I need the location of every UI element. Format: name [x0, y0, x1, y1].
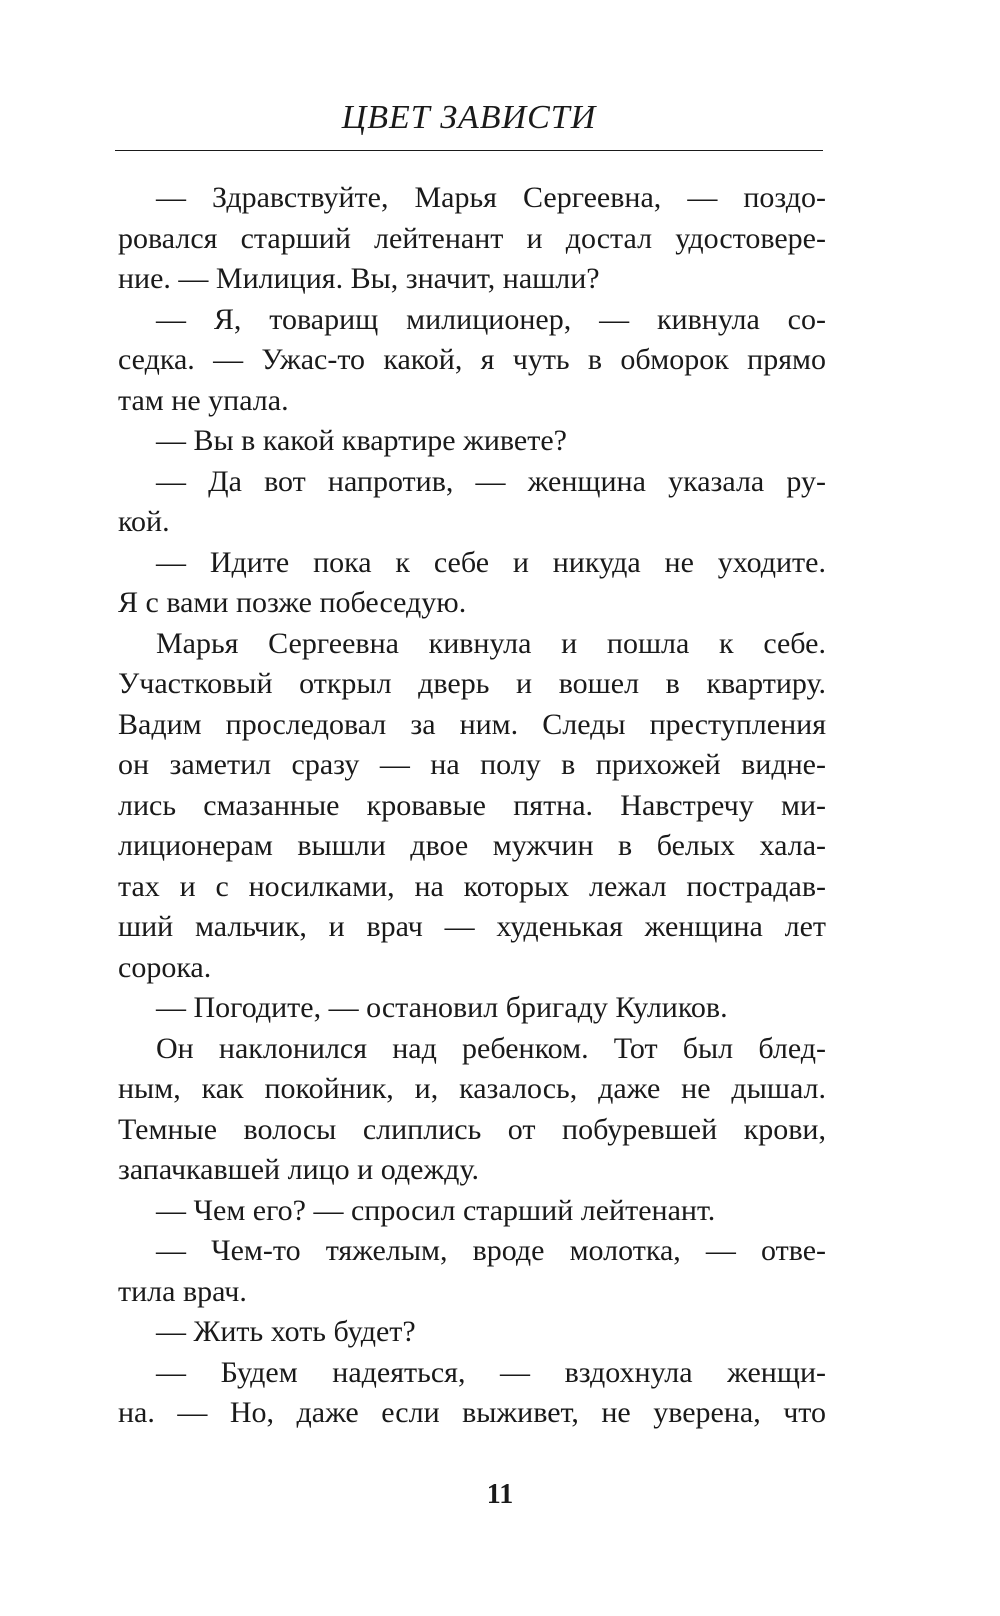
text-line: ние. — Милиция. Вы, значит, нашли? [118, 262, 600, 295]
text-line: Вадим проследовал за ним. Следы преступления [118, 707, 826, 741]
text-line: — Вы в какой квартире живете? [156, 424, 567, 457]
text-line: — Здравствуйте, Марья Сергеевна, — поздо- [156, 181, 826, 214]
text-line: — Идите пока к себе и никуда не уходите. [156, 545, 826, 579]
text-line: он заметил сразу — на полу в прихожей видне- [118, 748, 826, 781]
text-line: Марья Сергеевна кивнула и пошла к себе. [156, 626, 826, 660]
text-line: сорока. [118, 950, 212, 984]
text-line: там не упала. [118, 383, 289, 417]
text-line: кой. [118, 505, 170, 538]
text-line: — Да вот напротив, — женщина указала ру- [156, 464, 826, 498]
text-line: седка. — Ужас-то какой, я чуть в обморок прямо [118, 343, 826, 376]
text-line: — Чем-то тяжелым, вроде молотка, — отве- [156, 1234, 826, 1267]
running-title: ЦВЕТ ЗАВИСТИ [341, 99, 597, 136]
text-line: запачкавшей лицо и одежду. [118, 1153, 479, 1186]
text-line: тила врач. [118, 1274, 247, 1308]
text-line: Он наклонился над ребенком. Тот был блед- [156, 1031, 826, 1065]
text-line: — Чем его? — спросил старший лейтенант. [156, 1193, 716, 1227]
page-number: 11 [486, 1479, 514, 1510]
text-line: ным, как покойник, и, казалось, даже не дышал. [118, 1072, 826, 1105]
text-line: Участковый открыл дверь и вошел в квартиру. [118, 667, 826, 700]
text-line: лись смазанные кровавые пятна. Навстречу ми- [118, 788, 826, 822]
text-line: Темные волосы слиплись от побуревшей крови, [118, 1112, 826, 1146]
text-line: — Жить хоть будет? [156, 1315, 416, 1348]
text-line: Я с вами позже побеседую. [118, 586, 467, 619]
text-line: — Погодите, — остановил бригаду Куликов. [156, 991, 728, 1024]
text-line: на. — Но, даже если выживет, не уверена, что [118, 1396, 826, 1429]
text-line: ший мальчик, и врач — худенькая женщина лет [118, 910, 826, 943]
text-line: — Я, товарищ милиционер, — кивнула со- [156, 302, 826, 336]
body-text [118, 178, 826, 1434]
text-line: тах и с носилками, на которых лежал пострадав- [118, 869, 826, 903]
text-line: лиционерам вышли двое мужчин в белых хала- [118, 829, 826, 862]
text-line: ровался старший лейтенант и достал удостовере- [118, 221, 826, 255]
text-line: — Будем надеяться, — вздохнула женщи- [156, 1355, 826, 1389]
header-rule [115, 150, 823, 151]
